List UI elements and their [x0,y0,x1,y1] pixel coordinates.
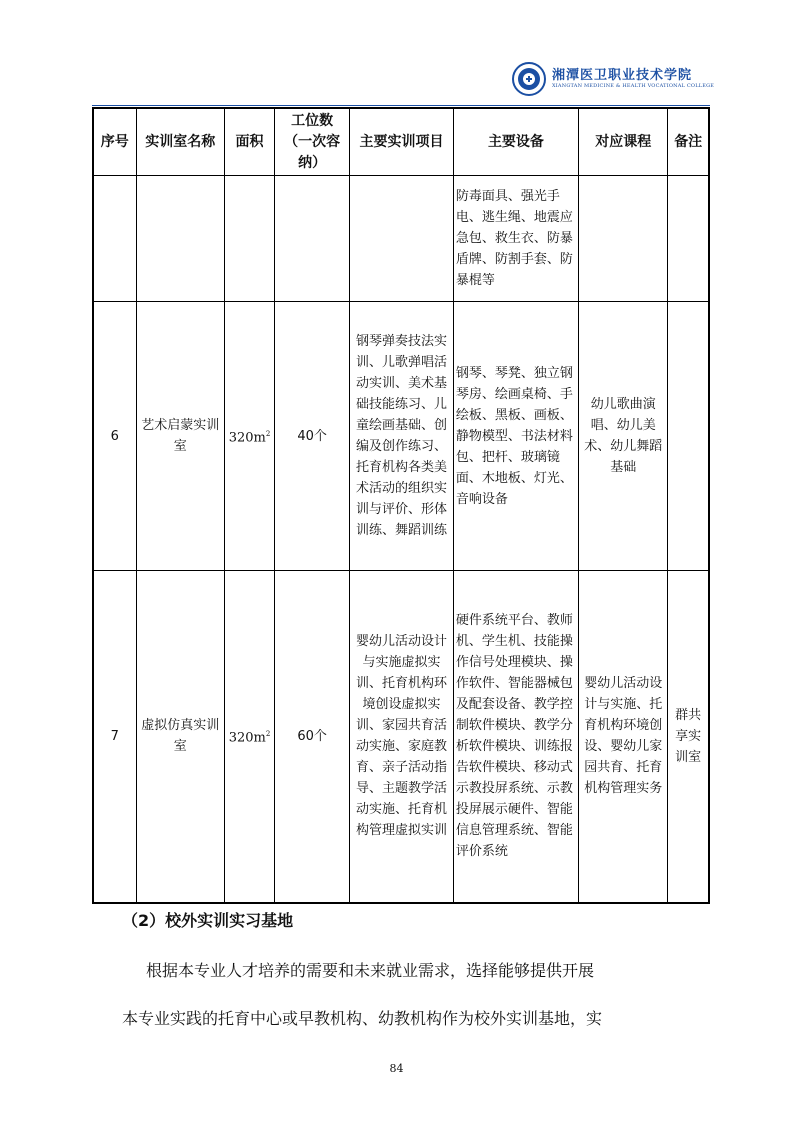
equipment-text: 钢琴、琴凳、独立钢琴房、绘画桌椅、手绘板、黑板、画板、静物模型、书法材料包、把杆、玻璃镜面、木地板、灯光、音响设备 [455,365,573,507]
header-rule [92,105,710,106]
page-number: 84 [389,1062,404,1075]
column-header-equipment: 主要设备 [453,108,578,176]
equipment-text: 硬件系统平台、教师机、学生机、技能操作信号处理模块、操作软件、智能器械包及配套设备、教学控制软件模块、教学分析软件模块、训练报告软件模块、移动式示教投屏系统、示教投屏展示硬件、智能信息管理系统、智能评价系统 [455,613,573,860]
area-unit-exponent: 2 [265,730,271,739]
school-logo [512,62,748,98]
school-emblem-icon [512,62,546,96]
equipment-cell [453,302,578,571]
area-cell [224,302,274,571]
seats-cell: 40个 [275,302,350,571]
table-row [93,176,709,302]
column-header-projects: 主要实训项目 [350,108,454,176]
column-header-name: 实训室名称 [136,108,224,176]
table-header-row [93,108,709,176]
area-cell [224,571,274,903]
section-heading: （2）校外实训实习基地 [122,911,294,930]
paragraph-line: 根据本专业人才培养的需要和未来就业需求，选择能够提供开展 [146,961,595,980]
training-room-table [92,107,710,904]
projects-cell [350,302,454,571]
note-cell: 群共享实训室 [668,571,709,903]
courses-cell [579,571,668,903]
school-name: 湘潭医卫职业技术学院 [552,68,693,83]
equipment-cell [453,176,578,302]
courses-cell [579,302,668,571]
column-header-courses: 对应课程 [579,108,668,176]
paragraph-line: 本专业实践的托育中心或早教机构、幼教机构作为校外实训基地，实 [122,1009,603,1028]
table-row [93,302,709,571]
seq-cell: 7 [93,571,136,903]
seats-cell: 60个 [275,571,350,903]
projects-cell [350,571,454,903]
room-name-cell: 艺术启蒙实训室 [136,302,224,571]
note-cell [668,302,709,571]
room-name-cell: 虚拟仿真实训室 [136,571,224,903]
area-value: 320m [228,730,266,746]
projects-text: 钢琴弹奏技法实训、儿歌弹唱活动实训、美术基础技能练习、儿童绘画基础、创编及创作练习、托育机构各类美术活动的组织实训与评价、形体训练、舞蹈训练 [355,334,447,538]
courses-text: 婴幼儿活动设计与实施、托育机构环境创设、婴幼儿家园共育、托育机构管理实务 [584,676,663,797]
column-header-area: 面积 [224,108,274,176]
seq-cell: 6 [93,302,136,571]
column-header-seq: 序号 [93,108,136,176]
school-name-en: XIANGTAN MEDICINE & HEALTH VOCATIONAL COLLEGE [552,83,715,89]
table-row [93,571,709,903]
projects-text: 婴幼儿活动设计与实施虚拟实训、托育机构环境创设虚拟实训、家园共育活动实施、家庭教育、亲子活动指导、主题教学活动实施、托育机构管理虚拟实训 [355,634,447,839]
area-value: 320m [228,430,266,446]
equipment-text: 防毒面具、强光手电、逃生绳、地震应急包、救生衣、防暴盾牌、防割手套、防暴棍等 [455,189,573,288]
area-unit-exponent: 2 [265,429,271,438]
equipment-cell [453,571,578,903]
column-header-note: 备注 [668,108,709,176]
column-header-seats: 工位数（一次容纳） [275,108,350,176]
courses-text: 幼儿歌曲演唱、幼儿美术、幼儿舞蹈基础 [584,397,663,475]
